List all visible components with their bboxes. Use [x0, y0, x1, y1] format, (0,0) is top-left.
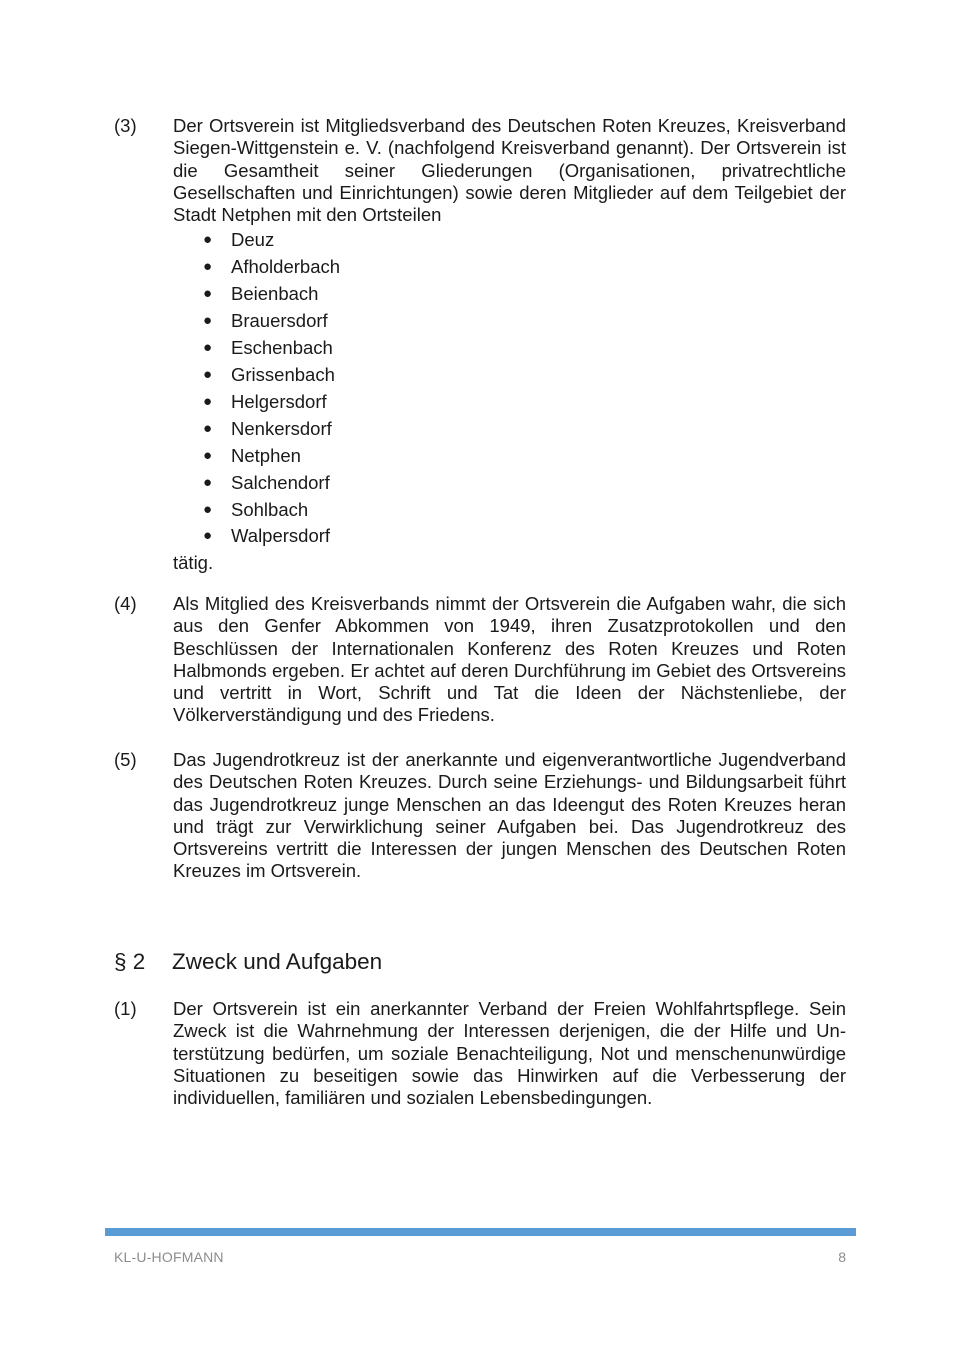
- paragraph-text: Das Jugendrotkreuz ist der anerkannte und eigenverantwortliche Jugendverband des Deutschen Roten Kreuzes. Durch seine Erziehungs- und Bildungsarbeit führt das Jugendrotkreuz junge Menschen an das Ideengut des Roten Kreuzes heran und trägt zur Verwirklichung seiner Aufgaben bei. Das Jugendrotkreuz des Ortsvereins vertritt die Interessen der jungen Menschen des Deutschen Roten Kreuzes im Ortsverein.: [173, 749, 846, 882]
- bullet-icon: ●: [203, 312, 213, 330]
- list-item: [173, 443, 846, 470]
- bullet-icon: ●: [203, 527, 213, 545]
- paragraph-4: [114, 593, 846, 727]
- section2-paragraph-1: [114, 998, 846, 1109]
- list-item-label: Beienbach: [231, 283, 319, 305]
- list-item: [173, 254, 846, 281]
- list-item-label: Netphen: [231, 444, 301, 466]
- list-item: [173, 308, 846, 335]
- paragraph-closing-text: tätig.: [173, 552, 214, 574]
- bullet-icon: ●: [203, 231, 213, 249]
- section-heading: [114, 948, 846, 976]
- paragraph-number: (3): [114, 115, 137, 136]
- paragraph-number: (5): [114, 749, 137, 770]
- paragraph-number: (1): [114, 998, 137, 1019]
- list-item-label: Grissenbach: [231, 364, 335, 386]
- paragraph-text: Als Mitglied des Kreisverbands nimmt der Ortsverein die Aufgaben wahr, die sich aus den Genfer Abkommen von 1949, ihren Zusatzprotokollen und den Beschlüssen der Internationalen Konferenz des Roten Kreuzes und Roten Halbmonds ergeben. Er achtet auf deren Durchführung im Gebiet des Ortsvereins und vertritt in Wort, Schrift und Tat die Ideen der Nächstenliebe, der Völkerverständigung und des Friedens.: [173, 593, 846, 726]
- list-item-label: Nenkersdorf: [231, 417, 332, 439]
- footer-divider: [105, 1228, 856, 1236]
- footer-author: KL-U-HOFMANN: [114, 1249, 224, 1265]
- list-item: [173, 497, 846, 524]
- section-title: Zweck und Aufgaben: [172, 949, 383, 974]
- bullet-icon: ●: [203, 366, 213, 384]
- list-item: [173, 416, 846, 443]
- bullet-icon: ●: [203, 285, 213, 303]
- paragraph-text: Der Ortsverein ist ein anerkannter Verband der Freien Wohlfahrtspflege. Sein Zweck ist die Wahrnehmung der Interessen derjenigen, die der Hilfe und Unterstützung bedürfen, um soziale Benachteiligung, Not und menschenunwürdige Situationen zu beseitigen sowie das Hinwirken auf die Verbesserung der individuellen, familiären und sozialen Lebensbedingungen.: [173, 998, 846, 1109]
- bullet-icon: ●: [203, 339, 213, 357]
- list-item-label: Sohlbach: [231, 498, 309, 520]
- bullet-icon: ●: [203, 473, 213, 491]
- section-number: § 2: [114, 949, 146, 974]
- list-item-label: Eschenbach: [231, 337, 333, 359]
- list-item: [173, 389, 846, 416]
- list-item-label: Helgersdorf: [231, 390, 327, 412]
- list-item: [173, 227, 846, 254]
- bullet-icon: ●: [203, 392, 213, 410]
- bullet-icon: ●: [203, 419, 213, 437]
- paragraph-number: (4): [114, 593, 137, 614]
- list-item-label: Brauersdorf: [231, 310, 328, 332]
- ortsteile-list: [173, 227, 846, 550]
- list-item-label: Walpersdorf: [231, 525, 331, 547]
- list-item: [173, 362, 846, 389]
- list-item: [173, 335, 846, 362]
- bullet-icon: ●: [203, 500, 213, 518]
- list-item: [173, 523, 846, 550]
- page-number: 8: [838, 1249, 846, 1265]
- bullet-icon: ●: [203, 258, 213, 276]
- list-item: [173, 281, 846, 308]
- list-item-label: Deuz: [231, 229, 275, 251]
- list-item-label: Afholderbach: [231, 256, 341, 278]
- bullet-icon: ●: [203, 446, 213, 464]
- list-item: [173, 470, 846, 497]
- paragraph-3: [114, 115, 846, 576]
- paragraph-5: [114, 749, 846, 883]
- list-item-label: Salchendorf: [231, 471, 330, 493]
- paragraph-text: Der Ortsverein ist Mitgliedsverband des Deutschen Roten Kreuzes, Kreisverband Siegen-Wittgenstein e. V. (nachfolgend Kreisverband genannt). Der Ortsverein ist die Gesamtheit seiner Gliederungen (Organisationen, privatrechtliche Gesellschaften und Einrichtungen) sowie deren Mitglieder auf dem Teilgebiet der Stadt Netphen mit den Ortsteilen: [173, 115, 846, 226]
